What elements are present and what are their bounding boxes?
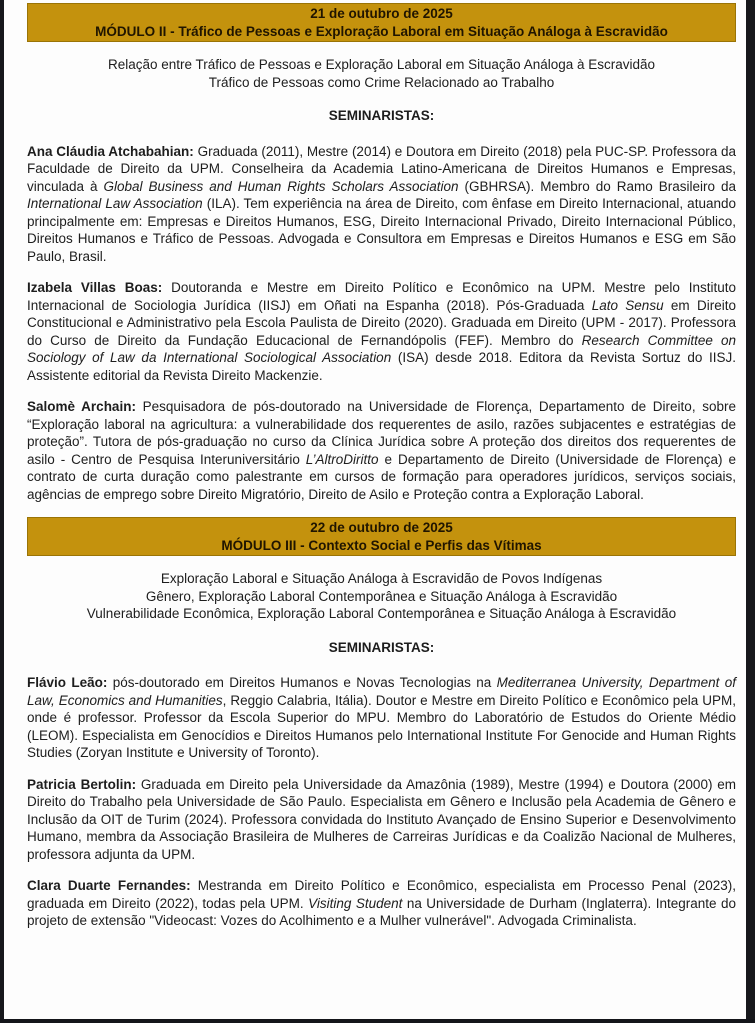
module-3-title: MÓDULO III - Contexto Social e Perfis das Vítimas — [221, 537, 542, 553]
module-3-topic-line: Exploração Laboral e Situação Análoga à Escravidão de Povos Indígenas — [160, 571, 603, 586]
module-3-seminarists-heading: SEMINARISTAS: — [328, 639, 435, 655]
bio-clara-duarte-fernandes: Clara Duarte Fernandes: Mestranda em Direito Político e Econômico, especialista em Processo Penal (2023), graduada em Direito (2022), todas pela UPM. Visiting Student na Universidade de Durham (Inglaterra). Integrante do projeto de extensão "Videocast: Vozes do Acolhimento e a Mulher vulnerável". Advogada Criminalista. — [27, 878, 736, 928]
document-page — [27, 3, 736, 944]
bio-ana-claudia-atchabahian: Ana Cláudia Atchabahian: Graduada (2011), Mestre (2014) e Doutora em Direito (2018) pela PUC-SP. Professora da Faculdade de Direito da UPM. Conselheira da Academia Latino-Americana de Direitos Humanos e Empresas, vinculada à Global Business and Human Rights Scholars Association (GBHRSA). Membro do Ramo Brasileiro da International Law Association (ILA). Tem experiência na área de Direito, com ênfase em Direito Internacional, atuando principalmente em: Empresas e Direitos Humanos, ESG, Direito Internacional Privado, Direito Internacional Público, Direitos Humanos e Tráfico de Pessoas. Advogada e Consultora em Empresas e Direitos Humanos e ESG em São Paulo, Brasil. — [27, 143, 736, 264]
module-2-seminarists-heading: SEMINARISTAS: — [328, 108, 435, 123]
module-2-title: MÓDULO II - Tráfico de Pessoas e Exploração Laboral em Situação Análoga à Escravidão — [95, 23, 668, 39]
bio-salome-archain: Salomè Archain: Pesquisadora de pós-doutorado na Universidade de Florença, Departamento de Direito, sobre “Exploração laboral na agricultura: a vulnerabilidade dos requerentes de asilo, razões subjacentes e estratégias de proteção”. Tutora de pós-graduação no curso da Clínica Jurídica sobre A proteção dos direitos dos requerentes de asilo - Centro de Pesquisa Interuniversitário L’AltroDiritto e Departamento de Direito (Universidade de Florença) e contrato de curta duração como palestrante em cursos de formação para operadores jurídicos, serviços sociais, agências de emprego sobre Direito Migratório, Direito de Asilo e Proteção contra a Exploração Laboral. — [27, 399, 736, 502]
module-2-date: 21 de outubro de 2025 — [310, 6, 453, 21]
bio-flavio-leao: Flávio Leão: pós-doutorado em Direitos Humanos e Novas Tecnologias na Mediterranea University, Department of Law, Economics and Humanities, Reggio Calabria, Itália). Doutor e Mestre em Direito Político e Econômico pela UPM, onde é professor. Professor da Escola Superior do MPU. Membro do Laboratório de Estudos do Oriente Médio (LEOM). Especialista em Genocídios e Direitos Humanos pelo International Institute For Genocide and Human Rights Studies (Zoryan Institute e University of Toronto). — [27, 675, 736, 760]
module-2-topic-line: Tráfico de Pessoas como Crime Relacionado ao Trabalho — [208, 74, 555, 90]
module-3-date: 22 de outubro de 2025 — [310, 520, 453, 535]
screen-edge-left — [0, 0, 4, 1023]
module-3-topics — [27, 570, 736, 623]
module-2-topic-line: Relação entre Tráfico de Pessoas e Exploração Laboral em Situação Análoga à Escravidão — [107, 57, 656, 72]
module-3-topic-line: Gênero, Exploração Laboral Contemporânea e Situação Análoga à Escravidão — [145, 588, 618, 604]
module-2-banner — [27, 3, 736, 42]
screen-edge-right — [746, 0, 755, 1023]
bio-patricia-bertolin: Patricia Bertolin: Graduada em Direito pela Universidade da Amazônia (1989), Mestre (1994) e Doutora (2000) em Direito do Trabalho pela Universidade de São Paulo. Especialista em Gênero e Inclusão pela Academia de Gênero e Inclusão da OIT de Turim (2024). Professora convidada do Instituto Avançado de Ensino Superior e Desenvolvimento Humano, membra da Associação Brasileira de Mulheres de Carreiras Jurídicas e da Coalizão Nacional de Mulheres, professora adjunta da UPM. — [27, 776, 736, 862]
module-3-banner — [27, 517, 736, 556]
screen-edge-bottom — [0, 1019, 755, 1023]
module-2-topics — [27, 56, 736, 91]
bio-izabela-villas-boas: Izabela Villas Boas: Doutoranda e Mestre em Direito Político e Econômico na UPM. Mestre pelo Instituto Internacional de Sociologia Jurídica (IISJ) em Oñati na Espanha (2018). Pós-Graduada Lato Sensu em Direito Constitucional e Administrativo pela Escola Paulista de Direito (2020). Graduada em Direito (UPM - 2017). Professora do Curso de Direito da Fundação Educacional de Fernandópolis (FEF). Membro do Research Committee on Sociology of Law da International Sociological Association (ISA) desde 2018. Editora da Revista Sortuz do IISJ. Assistente editorial da Revista Direito Mackenzie. — [27, 280, 737, 383]
module-3-topic-line: Vulnerabilidade Econômica, Exploração Laboral Contemporânea e Situação Análoga à Escravidão — [86, 606, 677, 621]
